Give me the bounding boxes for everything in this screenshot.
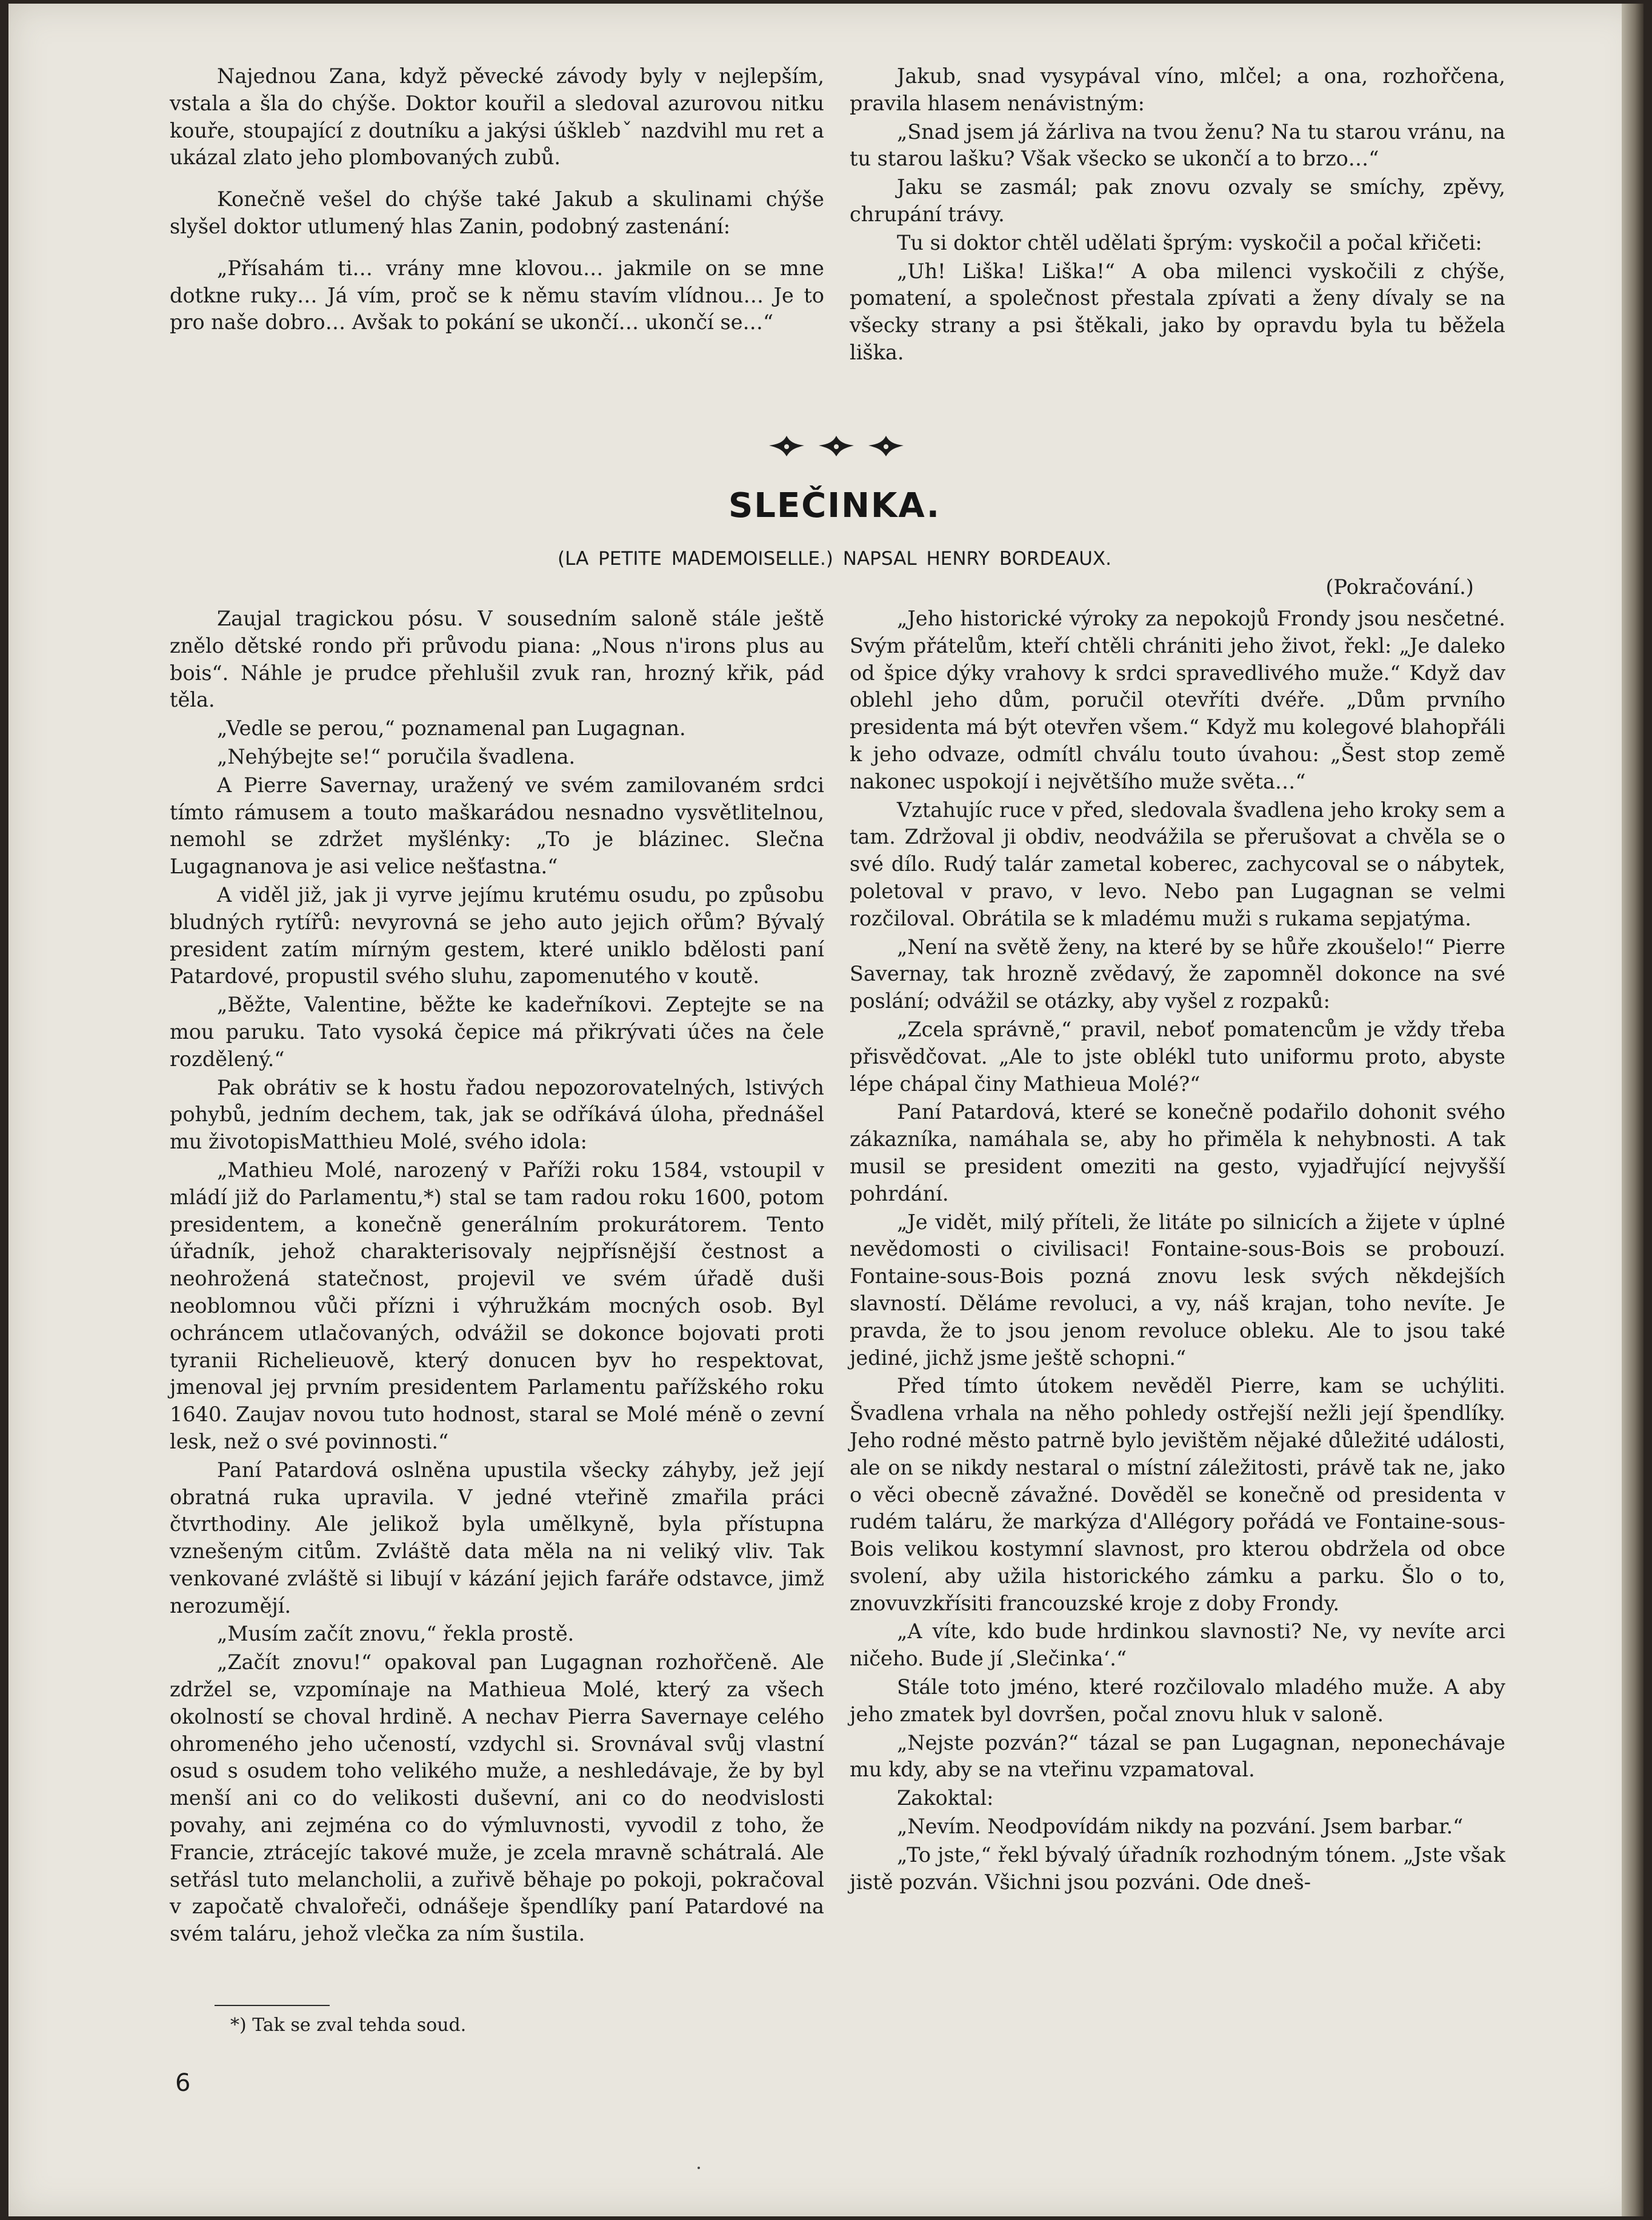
ornament-fleuron-icon: [765, 431, 808, 461]
paragraph: Tu si doktor chtěl udělati šprým: vyskočil a počal křičeti:: [897, 230, 1482, 255]
article-subtitle: (LA PETITE MADEMOISELLE.) NAPSAL HENRY BORDEAUX.: [558, 548, 1111, 570]
paragraph: A viděl již, jak ji vyrve jejímu krutému osudu, po způsobu bludných rytířů: nevyrovná se jeho auto jejich ořům? Bývalý president zatím mírným gestem, které uniklo bdělosti paní Patardové, propustil svého sluhu, zapomenutého v koutě.: [170, 882, 824, 988]
paragraph: „Mathieu Molé, narozený v Paříži roku 1584, vstoupil v mládí již do Parlamentu,*) stal se tam radou roku 1600, potom presidentem, a konečně generálním prokurátorem. Tento úřadník, jehož charakterisovaly nejpřísnější čestnost a neohrožená statečnost, projevil ve svém úřadě duši neoblomnou vůči přízni i výhružkám mocných osob. Byl ochráncem utlačovaných, odvážil se dokonce bojovati proti tyranii Richelieuově, který donucen byv ho respektovat, jmenoval jej prvním presidentem Parlamentu pařížského roku 1640. Zaujav novou tuto hodnost, staral se Molé méně o zevní lesk, než o své povinnosti.“: [170, 1158, 824, 1453]
footnote-rule: [215, 2005, 330, 2006]
paragraph: Jakub, snad vysypával víno, mlčel; a ona, rozhořčena, pravila hlasem nenávistným:: [850, 64, 1505, 115]
paragraph: „Začít znovu!“ opakoval pan Lugagnan rozhořčeně. Ale zdržel se, vzpomínaje na Mathieua Molé, který za všech okolností se choval hrdině. A nechav Pierra Savernaye celého ohromeného jeho učeností, vzdychl si. Srovnával svůj vlastní osud s osudem toho velikého muže, a neshledávaje, že by byl menší ani co do velikosti duševní, ani co do neodvislosti povahy, ani zejména co do výmluvnosti, vyvodil z toho, že Francie, ztrácejíc takové muže, je zcela mravně schátralá. Ale setřásl tuto melancholii, a zuřivě běhaje po pokoji, pokračoval v započatě chvalořeči, odnášeje špendlíky paní Patardové na svém taláru, jehož vlečka za ním šustila.: [170, 1650, 824, 1946]
ornament-fleuron-icon: [815, 431, 858, 461]
article-title: SLEČINKA.: [728, 486, 941, 525]
footnote: *) Tak se zval tehda soud.: [230, 2015, 467, 2036]
paragraph: Paní Patardová, které se konečně podařilo dohonit svého zákazníka, namáhala se, aby ho přiměla k nehybnosti. A tak musil se president omeziti na gesto, vyjadřující nejvyšší pohrdání.: [850, 1100, 1505, 1205]
paragraph: Před tímto útokem nevěděl Pierre, kam se uchýliti. Švadlena vrhala na něho pohledy ostřejší nežli její špendlíky. Jeho rodné město patrně bylo jevištěm nějaké důležité události, ale on se nikdy nestaral o místní záležitosti, právě tak ne, jako o věci obecně závažné. Dověděl se konečně od presidenta v rudém taláru, že markýza d'Allégory pořádá ve Fontaine-sous-Bois velikou kostymní slavnost, pro kterou obdržela od obce svolení, aby užila historického zámku a parku. Šlo o to, znovuvzkřísiti francouzské kroje z doby Frondy.: [850, 1374, 1505, 1615]
paragraph: Paní Patardová oslněna upustila všecky záhyby, jež její obratná ruka upravila. V jedné vteřině zmařila práci čtvrthodiny. Ale jelikož byla umělkyně, byla přístupna vznešeným citům. Zvláště data měla na ni veliký vliv. Tak venkované zvláště si libují v kázání jejich faráře odstavce, jimž nerozumějí.: [170, 1458, 824, 1618]
paragraph: „Nehýbejte se!“ poručila švadlena.: [217, 744, 576, 768]
paragraph: Pak obrátiv se k hostu řadou nepozorovatelných, lstivých pohybů, jedním dechem, tak, jak se odříkává úloha, přednášel mu životopisMatthieu Molé, svého idola:: [170, 1075, 824, 1154]
paragraph: „Musím začít znovu,“ řekla prostě.: [217, 1622, 575, 1646]
paragraph: Stále toto jméno, které rozčilovalo mladého muže. A aby jeho zmatek byl dovršen, počal znovu hluk v saloně.: [850, 1675, 1505, 1726]
main-left-column: [170, 605, 824, 1948]
paragraph: „Nevím. Neodpovídám nikdy na pozvání. Jsem barbar.“: [897, 1815, 1464, 1839]
paragraph: „Běžte, Valentine, běžte ke kadeřníkovi. Zeptejte se na mou paruku. Tato vysoká čepice má přikrývati účes na čele rozdělený.“: [170, 993, 824, 1071]
paragraph: Vztahujíc ruce v před, sledovala švadlena jeho kroky sem a tam. Zdržoval ji obdiv, neodvážila se přerušovat a chvěla se o své dílo. Rudý talár zametal koberec, zachycoval se o nábytek, poletoval v pravo, v levo. Nebo pan Lugagnan se velmi rozčiloval. Obrátila se k mladému muži s rukama sepjatýma.: [850, 798, 1505, 930]
paragraph: Zaujal tragickou pósu. V sousedním saloně stále ještě znělo dětské rondo při průvodu piana: „Nous n'irons plus au bois“. Náhle je prudce přehlušil zvuk ran, hrozný křik, pád těla.: [170, 607, 824, 712]
paragraph: „Snad jsem já žárliva na tvou ženu? Na tu starou vránu, na tu starou lašku? Však všecko se ukončí a to brzo…“: [850, 119, 1505, 171]
continued-note: (Pokračování.): [1325, 575, 1474, 599]
paragraph: „Je vidět, milý příteli, že litáte po silnicích a žijete v úplné nevědomosti o civilisaci! Fontaine-sous-Bois se probouzí. Fontaine-sous-Bois pozná znovu lesk svých někdejších slavností. Děláme revoluci, a vy, náš krajan, toho nevíte. Je pravda, že to jsou jenom revoluce obleku. Ale to jsou také jediné, jichž jsme ještě schopni.“: [850, 1210, 1505, 1370]
paragraph: „Přísahám ti… vrány mne klovou… jakmile on se mne dotkne ruky… Já vím, proč se k němu stavím vlídnou… Je to pro naše dobro… Avšak to pokání se ukončí… ukončí se…“: [170, 256, 824, 335]
main-right-column: [850, 605, 1505, 1896]
paragraph: „Nejste pozván?“ tázal se pan Lugagnan, neponechávaje mu kdy, aby se na vteřinu vzpamatoval.: [850, 1730, 1505, 1782]
paragraph: „Zcela správně,“ pravil, neboť pomatencům je vždy třeba přisvědčovat. „Ale to jste oblékl tuto uniformu proto, abyste lépe chápal činy Mathieua Molé?“: [850, 1017, 1505, 1096]
paragraph: Zakoktal:: [897, 1786, 994, 1810]
paragraph: „Vedle se perou,“ poznamenal pan Lugagnan.: [217, 716, 686, 741]
paragraph: A Pierre Savernay, uražený ve svém zamilovaném srdci tímto rámusem a touto maškarádou nesnadno vysvětlitelnou, nemohl se zdržet myšlénky: „To je blázinec. Slečna Lugagnanova je asi velice nešťastna.“: [170, 773, 824, 879]
magazine-page: [8, 4, 1644, 2216]
paragraph: „A víte, kdo bude hrdinkou slavnosti? Ne, vy nevíte arci ničeho. Bude jí ‚Slečinka‘.“: [850, 1619, 1505, 1671]
paragraph: Jaku se zasmál; pak znovu ozvaly se smíchy, zpěvy, chrupání trávy.: [850, 175, 1505, 226]
print-speck: [698, 2167, 700, 2169]
page-number: 6: [175, 2069, 191, 2097]
paragraph: Najednou Zana, když pěvecké závody byly v nejlepším, vstala a šla do chýše. Doktor kouřil a sledoval azurovou nitku kouře, stoupající z doutníku a jakýsi úšklebˇ nazdvihl mu ret a ukázal zlato jeho plombovaných zubů.: [170, 64, 824, 170]
paragraph: „To jste,“ řekl bývalý úřadník rozhodným tónem. „Jste však jistě pozván. Všichni jsou pozváni. Ode dneš-: [850, 1842, 1505, 1894]
ornament-fleuron-icon: [865, 431, 907, 461]
binding-edge: [1622, 4, 1644, 2216]
paragraph: „Uh! Liška! Liška!“ A oba milenci vyskočili z chýše, pomatení, a společnost přestala zpívati a ženy dívaly se na všecky strany a psi štěkali, jako by opravdu byla tu běžela liška.: [850, 259, 1505, 364]
section-ornament: [764, 431, 909, 465]
top-left-column: [170, 63, 824, 336]
paragraph: Konečně vešel do chýše také Jakub a skulinami chýše slyšel doktor utlumený hlas Zanin, podobný zastenání:: [170, 187, 824, 238]
paragraph: „Jeho historické výroky za nepokojů Frondy jsou nesčetné. Svým přátelům, kteří chtěli chrániti jeho život, řekl: „Je daleko od špice dýky vrahovy k srdci spravedlivého muže.“ Když dav oblehl jeho dům, poručil otevříti dvéře. „Dům prvního presidenta má být otevřen všem.“ Když mu kolegové blahopřáli k jeho odvaze, odmítl chválu touto úvahou: „Šest stop země nakonec uspokojí i největšího muže světa…“: [850, 607, 1505, 793]
top-right-column: [850, 63, 1505, 367]
paragraph: „Není na světě ženy, na které by se hůře zkoušelo!“ Pierre Savernay, tak hrozně zvědavý, že zapomněl dokonce na své poslání; odvážil se otázky, aby vyšel z rozpaků:: [850, 935, 1505, 1013]
